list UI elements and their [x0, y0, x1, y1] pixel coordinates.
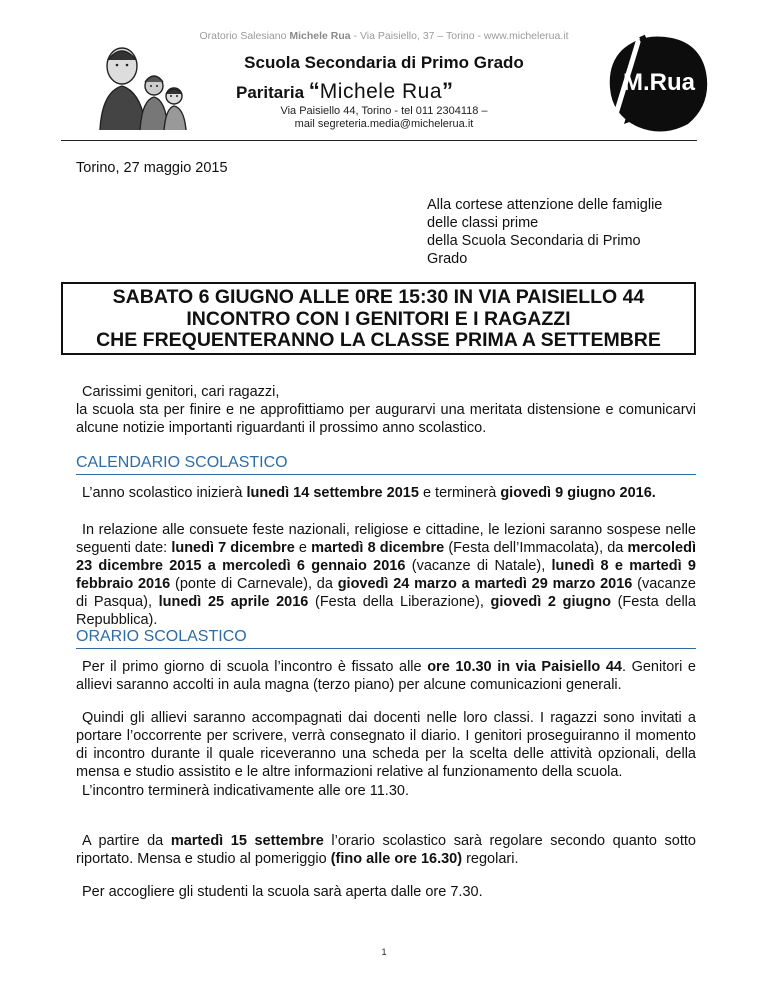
text-run: (Festa della Repubblica).	[76, 594, 696, 628]
holiday-date: giovedì 2 giugno	[490, 594, 611, 610]
topline-name: Michele Rua	[289, 30, 351, 42]
recipient-line2: delle classi prime	[427, 215, 539, 231]
school-title: Scuola Secondaria di Primo Grado	[244, 53, 524, 72]
text-run: L’anno scolastico inizierà	[82, 485, 247, 501]
text-run: e terminerà	[418, 485, 501, 501]
topline-org: Oratorio Salesiano	[199, 30, 287, 42]
school-subtitle	[236, 78, 453, 104]
orario-paragraph-4	[76, 832, 696, 868]
close-quote: ”	[442, 78, 454, 103]
holiday-date: lunedì 7 dicembre	[171, 540, 295, 556]
first-day-time: ore 10.30 in via Paisiello 44	[427, 659, 622, 675]
orario-paragraph-2: Quindi gli allievi saranno accompagnati dai docenti nelle loro classi. I ragazzi sono invitati a portare l’occorrente per scrivere, verrà consegnato il diario. I genitori proseguiranno il momento di incontro durante il quale riceveranno una scheda per la scelta delle attività opzionali, della mensa e studio assistito e le altre informazioni relative al funzionamento della scuola.	[76, 710, 696, 780]
recipient-line1: Alla cortese attenzione delle famiglie	[427, 197, 663, 213]
calendario-paragraph-1	[76, 484, 696, 502]
banner-line3: CHE FREQUENTERANNO LA CLASSE PRIMA A SETTEMBRE	[96, 329, 661, 351]
page-number: 1	[381, 947, 387, 957]
text-run: . Genitori e allievi saranno accolti in aula magna (terzo piano) per alcune comunicazioni generali.	[76, 659, 697, 693]
paritaria-label: Paritaria	[236, 83, 305, 102]
logo-text: M.Rua	[623, 69, 695, 96]
letter-date: Torino, 27 maggio 2015	[76, 160, 228, 176]
section-orario-title: ORARIO SCOLASTICO	[76, 628, 696, 649]
calendario-paragraph-2	[76, 521, 696, 629]
school-address	[0, 105, 768, 131]
address-line2: mail segreteria.media@michelerua.it	[294, 118, 474, 130]
event-banner	[61, 282, 696, 355]
address-line1: Via Paisiello 44, Torino - tel 011 2304118 –	[280, 105, 488, 117]
recipient-line4: Grado	[427, 251, 468, 267]
text-run: In relazione alle consuete feste nazionali, religiose e cittadine, le lezioni saranno sospese nelle seguenti date:	[76, 522, 696, 556]
afternoon-hours: (fino alle ore 16.30)	[330, 851, 463, 867]
date-start: lunedì 14 settembre 2015	[246, 485, 419, 501]
orario-paragraph-1	[76, 658, 696, 694]
banner-line2: INCONTRO CON I GENITORI E I RAGAZZI	[186, 307, 571, 330]
intro-paragraph	[76, 383, 696, 437]
holiday-date: mercoledì 23 dicembre 2015 a mercoledì 6 gennaio 2016	[76, 540, 696, 574]
recipient-line3: della Scuola Secondaria di Primo	[427, 233, 641, 249]
intro-body: la scuola sta per finire e ne approfittiamo per augurarvi una meritata distensione e comunicarvi alcune notizie importanti riguardanti il prossimo anno scolastico.	[76, 402, 696, 436]
regular-start-date: martedì 15 settembre	[170, 833, 324, 849]
intro-greeting: Carissimi genitori, cari ragazzi,	[82, 384, 280, 400]
text-run: (Festa della Liberazione),	[308, 594, 491, 610]
paritaria-name: Michele Rua	[319, 80, 443, 103]
text-run: Per il primo giorno di scuola l’incontro è fissato alle	[82, 659, 428, 675]
text-run: regolari.	[462, 851, 519, 867]
holiday-date: giovedì 24 marzo a martedì 29 marzo 2016	[337, 576, 633, 592]
banner-line1: SABATO 6 GIUGNO ALLE 0RE 15:30 IN VIA PAISIELLO 44	[112, 286, 645, 308]
text-run: (ponte di Carnevale), da	[170, 576, 338, 592]
holiday-date: lunedì 8 e martedì 9 febbraio 2016	[76, 558, 696, 592]
holiday-date: martedì 8 dicembre	[311, 540, 445, 556]
recipient-block	[427, 196, 707, 268]
text-run: (vacanze di Pasqua),	[76, 576, 696, 610]
text-run: l’orario scolastico sarà regolare secondo quanto sotto riportato. Mensa e studio al pomeriggio	[76, 833, 696, 867]
orario-paragraph-5: Per accogliere gli studenti la scuola sarà aperta dalle ore 7.30.	[82, 884, 483, 900]
section-calendario-title: CALENDARIO SCOLASTICO	[76, 454, 696, 475]
text-run: (Festa dell’Immacolata), da	[444, 540, 628, 556]
text-run: (vacanze di Natale),	[405, 558, 552, 574]
text-run: A partire da	[82, 833, 171, 849]
orario-paragraph-3: L’incontro terminerà indicativamente alle ore 11.30.	[82, 783, 409, 799]
holiday-date: lunedì 25 aprile 2016	[158, 594, 309, 610]
date-end: giovedì 9 giugno 2016.	[500, 485, 656, 501]
topline-rest: - Via Paisiello, 37 – Torino - www.michelerua.it	[350, 30, 569, 42]
header-divider	[61, 140, 697, 141]
text-run: e	[294, 540, 312, 556]
open-quote: “	[308, 78, 320, 103]
